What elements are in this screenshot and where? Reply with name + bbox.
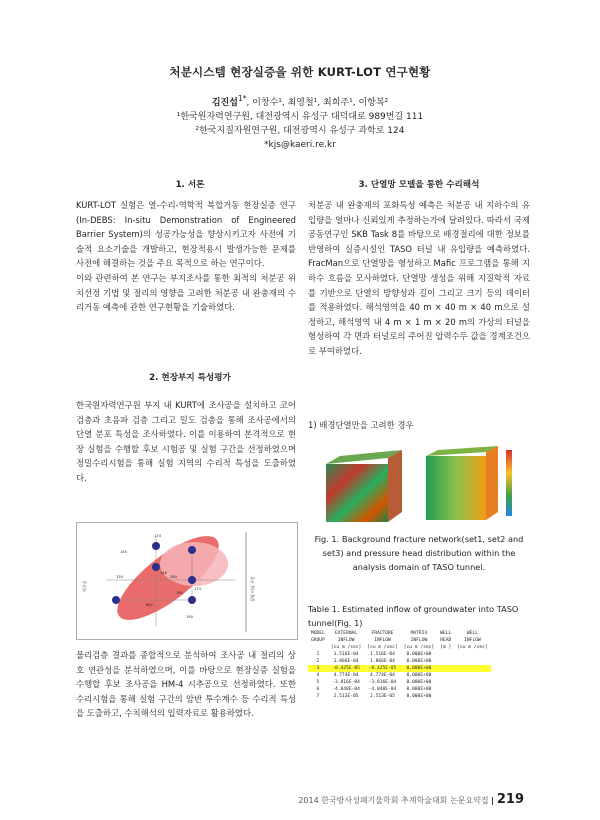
table-row (308, 658, 491, 665)
header-cell: WELL (440, 631, 452, 636)
case-heading: 1) 배경단열만을 고려한 경우 (308, 420, 414, 430)
header-cell: MATRIX (410, 631, 428, 636)
node-hm2 (188, 546, 196, 554)
table-cell: -3.816E-04 (332, 680, 360, 685)
table-row (308, 686, 491, 693)
dist-label: 146 (160, 571, 167, 575)
table-cell (454, 658, 490, 665)
figure-1-caption: Fig. 1. Background fracture network(set1, set2 and set3) and pressure head distribution within the analysis domain of TASO tunnel. (314, 534, 524, 572)
table-cell: 0.000E+00 (406, 659, 432, 664)
y-axis-label-left: 연구공 (82, 580, 87, 592)
table-cell (437, 651, 454, 658)
author-line (0, 92, 600, 110)
paragraph-2: 이와 관련하여 본 연구는 부지조사를 통한 최적의 처분공 위치선정 기법 및 절리의 영향을 고려한 처분공 내 완충재의 수리거동 예측에 관한 연구현황을 기술하였다. (76, 272, 296, 313)
dist-label: 145 (120, 550, 127, 554)
node-hm4 (188, 576, 196, 584)
table-cell: 1.866E-04 (370, 659, 395, 664)
header-cell: GROUP (311, 638, 325, 643)
table-cell (437, 693, 454, 700)
table-cell: 4.774E-04 (370, 673, 395, 678)
header-cell: INFLOW (410, 638, 428, 643)
section-heading-3: 3. 단열망 모델을 통한 수리해석 (358, 180, 480, 190)
table-cell: 0.000E+00 (406, 687, 432, 692)
table-cell: 1.516E-04 (370, 652, 395, 657)
paragraph-3: 한국원자력연구원 부지 내 KURT에 조사공을 설치하고 코어 검층과 초음파 검층 그리고 밀도 검층을 통해 조사공에서의 단열 분포 특성을 조사하였다. 이를 이용하여 본격적으로 현장 실험을 수행할 후보 시험공 및 실험 구간을 선정하였으며 정밀수리시험을 통해 실험 지역의 수리적 특성을 도출하였다. (76, 400, 296, 483)
header-cell: INFLOW (464, 638, 481, 643)
co-authors: , 이창수¹, 최영철¹, 최희주¹, 이항복² (246, 98, 389, 108)
table-cell (454, 679, 490, 686)
fracture-network-figure (322, 442, 522, 528)
table-cell (437, 665, 454, 672)
table-row (308, 693, 491, 700)
section-heading-2: 2. 현장부지 특성평가 (149, 373, 231, 383)
paper-title: 처분시스템 현장실증을 위한 KURT-LOT 연구현황 (169, 65, 431, 79)
header-cell: [cu m /sec] (403, 645, 435, 650)
table-cell: 1.866E-04 (333, 659, 359, 664)
table-cell: 1.516E-04 (333, 652, 359, 657)
header-cell: [m ] (440, 645, 452, 650)
geophysics-text (76, 648, 296, 721)
header-cell: INFLOW (374, 638, 391, 643)
table-cell (454, 686, 490, 693)
table-cell: 1 (316, 652, 320, 657)
header-cell: HEAD (440, 638, 452, 643)
table-cell (437, 686, 454, 693)
header-cell: [cu m /sec] (367, 645, 398, 650)
header-cell: INFLOW (337, 638, 355, 643)
dist-label: 174 (154, 534, 161, 538)
table-cell (454, 693, 490, 700)
header-cell: [cu m /sec] (330, 645, 362, 650)
dist-label: 160 (176, 591, 183, 595)
table-cell (454, 651, 490, 658)
dist-label: 280 (170, 575, 177, 579)
table-cell: 2 (316, 659, 320, 664)
header-cell: FRACTURE (371, 631, 394, 636)
site-text (76, 398, 296, 486)
node-hm6 (188, 596, 196, 604)
header-cell: WELL (466, 631, 478, 636)
table-cell: 2.513E-05 (333, 694, 359, 699)
table-cell: 7 (316, 694, 320, 699)
table-cell: 0.000E+00 (401, 665, 437, 672)
table-row (308, 665, 491, 672)
table-row (308, 672, 491, 679)
node-hm5 (112, 596, 120, 604)
header-cell: MODEL (311, 631, 325, 636)
color-scale-bar (506, 450, 512, 516)
table-cell: 5 (316, 680, 320, 685)
table-row (308, 651, 491, 658)
table-cell (437, 672, 454, 679)
table-header-row (308, 637, 491, 644)
header-cell: [cu m /sec] (457, 645, 488, 650)
y-axis-label-right: 실험 터널 구간 (250, 576, 255, 602)
paragraph-4: 물리검층 결과를 종합적으로 분석하여 조사공 내 절리의 상호 연관성을 분석하였으며, 이를 바탕으로 현장실증 실험을 수행할 후보 조사공을 HM-4 시추공으로 선정하였다. 또한 수리시험을 통해 실험 구간의 암반 투수계수 등 수리적 특성을 도출하고, 수치해석의 입력자료로 활용하였다. (76, 650, 296, 719)
dist-label: 130 (116, 575, 123, 579)
dist-label: 602 (146, 603, 153, 607)
table-cell: 0.000E+00 (406, 673, 432, 678)
paragraph-1: KURT-LOT 실험은 열-수리-역학적 복합거동 현장실증 연구(In-DEBS: In-situ Demonstration of Engineered Barrier System)의 성공가능성을 향상시키고자 사전에 기술적 요소기술을 개발하고, 현장적용시 발생가능한 문제를 사전에 해결하는 것을 주요 목적으로 하는 연구이다. (76, 200, 296, 269)
footer-text: 2014 한국방사성폐기물학회 추계학술대회 논문요약집 (298, 796, 489, 805)
header-cell (308, 644, 328, 651)
table-row (308, 679, 491, 686)
table-cell (454, 665, 490, 672)
table-cell: 0.000E+00 (406, 694, 432, 699)
table-cell: -8.425E-05 (328, 665, 364, 672)
dist-label: 174 (194, 587, 201, 591)
cube-face-right (426, 456, 486, 520)
header-cell: EXTERNAL (334, 631, 358, 636)
table-body (308, 651, 491, 700)
table-header-row (308, 644, 491, 651)
table-cell: 2.513E-05 (370, 694, 395, 699)
paragraph-5: 처분공 내 완충재의 포화특성 예측은 처분공 내 지하수의 유입량을 얼마나 신뢰있게 추정하는가에 달려있다. 따라서 국제공동연구인 SKB Task 8를 바탕으로 배경절리에 대한 정보를 반영하여 실증시설인 TASO 터널 내 유입량을 예측하였다. FracMan으로 단열망을 형성하고 Mafic 프로그램을 통해 지하수 흐름을 모사하였다. 단열망 생성을 위해 지질학적 자료를 기반으로 단열의 방향성과 길이 그리고 크기 등의 데이터를 적용하였다. 해석영역을 40 m × 40 m × 40 m으로 설정하고, 해석영역 내 4 m × 1 m × 20 m의 가상의 터널을 형성하여 각 면과 터널로의 주어진 압력수두 값을 경계조건으로 부여하였다. (308, 200, 530, 356)
main-author-mark: 1* (237, 94, 247, 103)
table-1-caption: Table 1. Estimated inflow of groundwater into TASO tunnel(Fig. 1) (308, 604, 519, 628)
author-email: *kjs@kaeri.re.kr (264, 140, 336, 150)
table-cell: 3 (308, 665, 328, 672)
table-cell: 0.000E+00 (406, 652, 432, 657)
dfn-text (308, 198, 530, 359)
author-block (0, 92, 600, 152)
borehole-diagram (76, 522, 298, 640)
footer-separator: | (491, 796, 497, 805)
table-cell: -4.848E-04 (368, 687, 397, 692)
dist-label: 190 (186, 615, 193, 619)
table-cell: 0.000E+00 (406, 680, 432, 685)
table-cell (437, 658, 454, 665)
table-cell: -3.816E-04 (368, 680, 397, 685)
node-hm1 (152, 542, 160, 550)
table-cell: 4.774E-04 (333, 673, 359, 678)
affiliation-2: ²한국지질자원연구원, 대전광역시 유성구 과학로 124 (195, 126, 405, 136)
node-hm3 (152, 563, 160, 571)
cube-face-left (326, 464, 388, 522)
intro-text (76, 198, 296, 315)
table-cell (437, 679, 454, 686)
cube-side-left (388, 450, 402, 522)
cube-side-right (486, 446, 498, 520)
table-cell: -8.425E-05 (364, 665, 400, 672)
page-footer (298, 792, 524, 807)
table-cell: 4 (316, 673, 320, 678)
inflow-table (308, 630, 491, 700)
table-cell (454, 672, 490, 679)
table-cell: -4.848E-04 (332, 687, 360, 692)
page-number: 219 (496, 792, 524, 807)
section-heading-1: 1. 서론 (175, 180, 205, 190)
table-header-row (308, 630, 491, 637)
affiliation-1: ¹한국원자력연구원, 대전광역시 유성구 대덕대로 989번길 111 (176, 112, 424, 122)
main-author: 김진섭 (211, 98, 238, 108)
table-cell: 6 (316, 687, 320, 692)
